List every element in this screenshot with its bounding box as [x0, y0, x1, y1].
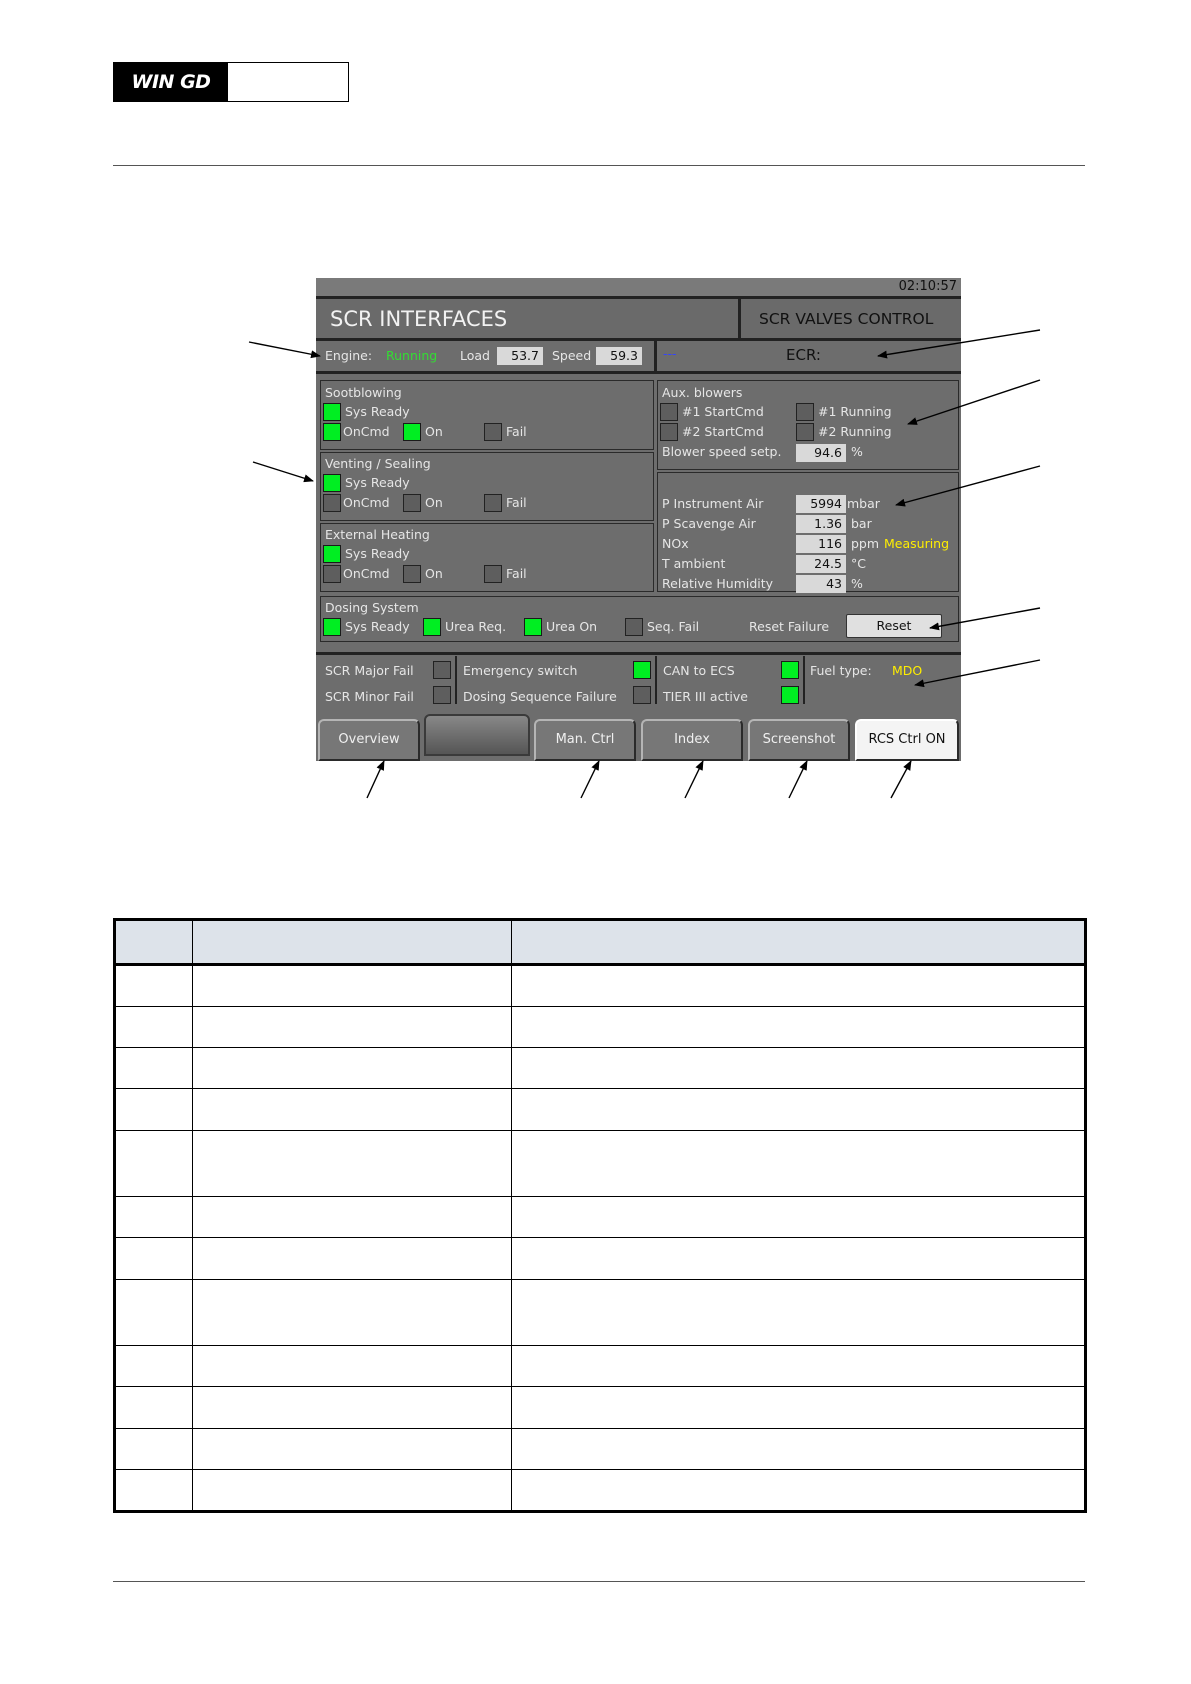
callout-arrow [249, 342, 320, 356]
table-row [115, 1131, 1086, 1197]
tab-overview[interactable]: Overview [318, 719, 420, 761]
blower-setp-unit: % [851, 444, 863, 459]
speed-label: Speed [552, 348, 592, 363]
tier3-active: TIER III active [663, 689, 748, 704]
sootblowing-sys-ready: Sys Ready [345, 404, 410, 419]
callout-arrow [685, 761, 703, 798]
table-row [115, 1346, 1086, 1387]
clock: 02:10:57 [898, 279, 957, 294]
nox-unit: ppm [851, 536, 880, 551]
engine-state: Running [386, 348, 438, 363]
heating-fail: Fail [506, 566, 527, 581]
dosing-sys-ready: Sys Ready [345, 619, 410, 634]
tab-screenshot[interactable]: Screenshot [748, 719, 850, 761]
blower-setp-label: Blower speed setp. [662, 444, 782, 459]
humidity-value: 43 [796, 575, 846, 593]
p-instrument-air-label: P Instrument Air [662, 496, 764, 511]
callout-arrow [253, 462, 313, 481]
heating-oncmd: OnCmd [343, 566, 390, 581]
blower-setp-value: 94.6 [796, 444, 846, 462]
aux-run1: #1 Running [818, 404, 892, 419]
urea-on: Urea On [546, 619, 598, 634]
legend-table [113, 918, 1087, 1513]
venting-title: Venting / Sealing [325, 456, 431, 471]
p-instrument-air-value: 5994 [796, 495, 846, 513]
scr-major-fail: SCR Major Fail [325, 663, 414, 678]
header-cell [115, 920, 193, 965]
table-header-row [115, 920, 1086, 965]
callout-arrow [891, 761, 911, 798]
sootblowing-oncmd: OnCmd [343, 424, 390, 439]
p-scavenge-air-unit: bar [851, 516, 872, 531]
seq-fail: Seq. Fail [647, 619, 700, 634]
table-row [115, 1048, 1086, 1089]
scr-minor-fail: SCR Minor Fail [325, 689, 414, 704]
table-row [115, 1089, 1086, 1131]
callout-arrow [908, 380, 1040, 424]
nox-status: Measuring [884, 536, 950, 551]
t-ambient-value: 24.5 [796, 555, 846, 573]
dosing-title: Dosing System [325, 600, 419, 615]
aux-start1: #1 StartCmd [682, 404, 764, 419]
load-value: 53.7 [497, 347, 543, 365]
tab-index[interactable]: Index [641, 719, 743, 761]
tab-man-ctrl[interactable]: Man. Ctrl [534, 719, 636, 761]
nox-value: 116 [796, 535, 846, 553]
urea-req: Urea Req. [445, 619, 507, 634]
fuel-type-label: Fuel type: [810, 663, 872, 678]
venting-oncmd: OnCmd [343, 495, 390, 510]
venting-sys-ready: Sys Ready [345, 475, 410, 490]
table-row [115, 965, 1086, 1007]
reset-failure-label: Reset Failure [749, 619, 830, 634]
callout-arrow [915, 660, 1040, 685]
table-row [115, 1197, 1086, 1238]
table-row [115, 1238, 1086, 1280]
sootblowing-fail: Fail [506, 424, 527, 439]
callout-arrow [367, 761, 384, 798]
dosing-sequence-failure: Dosing Sequence Failure [463, 689, 617, 704]
table-row [115, 1280, 1086, 1346]
p-instrument-air-unit: mbar [847, 496, 880, 511]
table-row [115, 1470, 1086, 1512]
reset-button[interactable]: Reset [846, 614, 942, 638]
t-ambient-unit: °C [851, 556, 866, 571]
humidity-unit: % [851, 576, 863, 591]
can-to-ecs: CAN to ECS [663, 663, 735, 678]
header-cell [511, 920, 1085, 965]
table-row [115, 1007, 1086, 1048]
callout-arrow [789, 761, 807, 798]
header-cell [193, 920, 511, 965]
table-row [115, 1387, 1086, 1429]
ecr-indicator: --- [663, 346, 677, 361]
emergency-switch: Emergency switch [463, 663, 578, 678]
venting-on: On [425, 495, 443, 510]
callout-arrow [581, 761, 599, 798]
sootblowing-on: On [425, 424, 443, 439]
p-scavenge-air-label: P Scavenge Air [662, 516, 756, 531]
aux-title: Aux. blowers [662, 385, 743, 400]
valves-control-label: SCR VALVES CONTROL [759, 310, 934, 328]
table-row [115, 1429, 1086, 1470]
aux-start2: #2 StartCmd [682, 424, 764, 439]
logo-mark: WIN GD [114, 63, 228, 101]
heating-on: On [425, 566, 443, 581]
heating-title: External Heating [325, 527, 430, 542]
callout-arrow [930, 608, 1040, 628]
load-label: Load [460, 348, 490, 363]
nox-label: NOx [662, 536, 689, 551]
heating-sys-ready: Sys Ready [345, 546, 410, 561]
callout-arrow [878, 330, 1040, 356]
sootblowing-title: Sootblowing [325, 385, 402, 400]
engine-label: Engine: [325, 348, 373, 363]
fuel-type-value: MDO [892, 663, 923, 678]
p-scavenge-air-value: 1.36 [796, 515, 846, 533]
tab-rcs-ctrl-on[interactable]: RCS Ctrl ON [855, 719, 959, 761]
page-title: SCR INTERFACES [330, 307, 508, 331]
aux-run2: #2 Running [818, 424, 892, 439]
ecr-label: ECR: [786, 346, 821, 364]
venting-fail: Fail [506, 495, 527, 510]
callout-arrow [896, 466, 1040, 505]
t-ambient-label: T ambient [662, 556, 726, 571]
speed-value: 59.3 [596, 347, 642, 365]
humidity-label: Relative Humidity [662, 576, 774, 591]
